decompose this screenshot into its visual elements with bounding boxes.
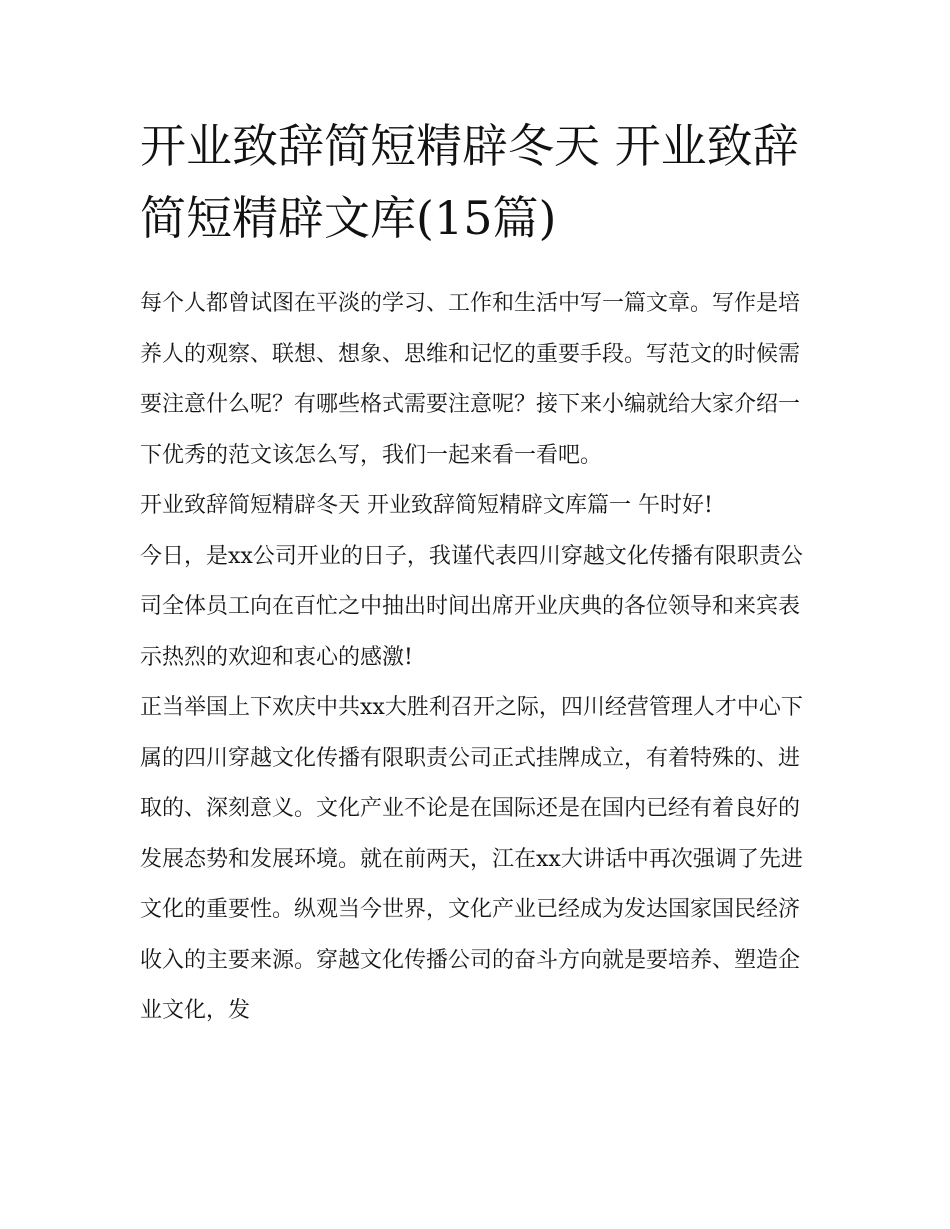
section-heading-paragraph: 开业致辞简短精辟冬天 开业致辞简短精辟文库篇一 午时好! — [140, 493, 713, 518]
document-body — [140, 279, 815, 1037]
document-title: 开业致辞简短精辟冬天 开业致辞简短精辟文库(15篇) — [140, 119, 799, 245]
opening-paragraph: 今日，是xx公司开业的日子，我谨代表四川穿越文化传播有限职责公司全体员工向在百忙之中抽出时间出席开业庆典的各位领导和来宾表示热烈的欢迎和衷心的感激! — [140, 543, 803, 670]
main-paragraph: 正当举国上下欢庆中共xx大胜利召开之际，四川经营管理人才中心下属的四川穿越文化传播有限职责公司正式挂牌成立，有着特殊的、进取的、深刻意义。文化产业不论是在国际还是在国内已经有着良好的发展态势和发展环境。就在前两天，江在xx大讲话中再次强调了先进文化的重要性。纵观当今世界，文化产业已经成为发达国家国民经济收入的主要来源。穿越文化传播公司的奋斗方向就是要培养、塑造企业文化，发 — [140, 695, 803, 1023]
intro-paragraph: 每个人都曾试图在平淡的学习、工作和生活中写一篇文章。写作是培养人的观察、联想、想象、思维和记忆的重要手段。写范文的时候需要注意什么呢？有哪些格式需要注意呢？接下来小编就给大家介绍一下优秀的范文该怎么写，我们一起来看一看吧。 — [140, 291, 801, 468]
